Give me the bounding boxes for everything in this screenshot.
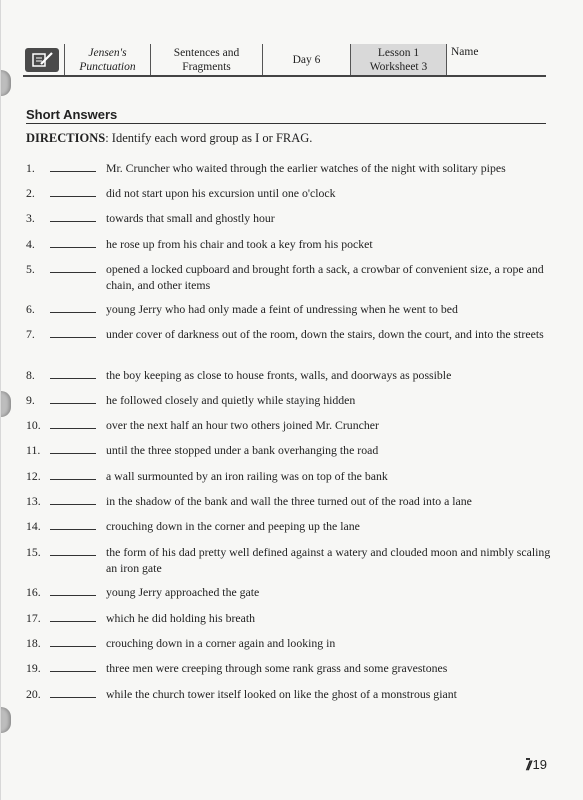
question-number: 17.: [26, 611, 41, 625]
question-number: 4.: [26, 237, 35, 251]
question-item: [26, 544, 551, 576]
topic-line-1: Sentences and: [173, 46, 240, 59]
answer-blank[interactable]: [50, 610, 96, 622]
header-brand: [65, 44, 151, 75]
answer-blank[interactable]: [50, 660, 96, 672]
question-item: [26, 185, 551, 201]
question-number: 19.: [26, 661, 41, 675]
answer-blank[interactable]: [50, 635, 96, 647]
question-number: 6.: [26, 302, 35, 316]
question-text: which he did holding his breath: [106, 611, 256, 625]
question-item: [26, 367, 551, 383]
question-number: 8.: [26, 368, 35, 382]
question-text: did not start upon his excursion until one o'clock: [106, 186, 336, 200]
question-item: [26, 326, 551, 342]
header-lesson: [351, 44, 447, 75]
answer-blank[interactable]: [50, 210, 96, 222]
question-item: [26, 610, 551, 626]
question-text: over the next half an hour two others joined Mr. Cruncher: [106, 418, 379, 432]
name-field[interactable]: [447, 44, 546, 75]
question-text: while the church tower itself looked on like the ghost of a monstrous giant: [106, 687, 457, 701]
lesson-line-2: Worksheet 3: [369, 60, 428, 73]
header-logo-cell: [23, 44, 65, 75]
question-text: opened a locked cupboard and brought forth a sack, a crowbar of convenient size, a rope and chain, and other items: [106, 262, 544, 292]
answer-blank[interactable]: [50, 261, 96, 273]
question-number: 11.: [26, 443, 41, 457]
question-text: Mr. Cruncher who waited through the earlier watches of the night with solitary pipes: [106, 161, 506, 175]
question-number: 1.: [26, 161, 35, 175]
answer-blank[interactable]: [50, 417, 96, 429]
question-number: 15.: [26, 545, 41, 559]
worksheet-header: [23, 44, 546, 77]
question-text: under cover of darkness out of the room, down the stairs, down the court, and into the streets: [106, 327, 544, 341]
directions-text: : Identify each word group as I or FRAG.: [105, 131, 313, 145]
question-number: 18.: [26, 636, 41, 650]
question-text: he followed closely and quietly while staying hidden: [106, 393, 356, 407]
question-item: [26, 468, 551, 484]
question-item: [26, 210, 551, 226]
question-item: [26, 660, 551, 676]
answer-blank[interactable]: [50, 518, 96, 530]
question-text: a wall surmounted by an iron railing was on top of the bank: [106, 469, 388, 483]
header-topic: [151, 44, 263, 75]
answer-blank[interactable]: [50, 686, 96, 698]
answer-blank[interactable]: [50, 160, 96, 172]
page-number: 19: [532, 757, 547, 772]
section-title: Short Answers: [26, 107, 546, 124]
question-item: [26, 584, 551, 600]
question-number: 12.: [26, 469, 41, 483]
question-item: [26, 392, 551, 408]
question-item: [26, 686, 551, 702]
lesson-line-1: Lesson 1: [377, 46, 420, 59]
name-label: Name: [451, 46, 479, 58]
footer-mark-icon: //: [526, 757, 530, 773]
question-number: 20.: [26, 687, 41, 701]
question-text: the boy keeping as close to house fronts, walls, and doorways as possible: [106, 368, 452, 382]
question-number: 16.: [26, 585, 41, 599]
directions: [26, 131, 312, 146]
question-item: [26, 261, 551, 293]
question-number: 5.: [26, 262, 35, 276]
answer-blank[interactable]: [50, 442, 96, 454]
question-number: 13.: [26, 494, 41, 508]
header-day: Day 6: [263, 44, 351, 75]
question-number: 10.: [26, 418, 41, 432]
answer-blank[interactable]: [50, 301, 96, 313]
question-item: [26, 493, 551, 509]
answer-blank[interactable]: [50, 544, 96, 556]
question-item: [26, 236, 551, 252]
answer-blank[interactable]: [50, 236, 96, 248]
question-text: until the three stopped under a bank overhanging the road: [106, 443, 379, 457]
question-text: crouching down in a corner again and looking in: [106, 636, 336, 650]
answer-blank[interactable]: [50, 326, 96, 338]
question-text: the form of his dad pretty well defined against a watery and clouded moon and nimbly scaling an iron gate: [106, 545, 551, 575]
question-number: 7.: [26, 327, 35, 341]
question-text: towards that small and ghostly hour: [106, 211, 275, 225]
binder-hole: [1, 70, 11, 96]
question-item: [26, 635, 551, 651]
answer-blank[interactable]: [50, 367, 96, 379]
answer-blank[interactable]: [50, 185, 96, 197]
question-text: in the shadow of the bank and wall the three turned out of the road into a lane: [106, 494, 472, 508]
question-text: he rose up from his chair and took a key from his pocket: [106, 237, 373, 251]
question-item: [26, 417, 551, 433]
question-item: [26, 442, 551, 458]
binder-hole: [1, 707, 11, 733]
answer-blank[interactable]: [50, 468, 96, 480]
answer-blank[interactable]: [50, 493, 96, 505]
question-text: young Jerry approached the gate: [106, 585, 260, 599]
pencil-paper-icon: [25, 48, 59, 72]
question-item: [26, 518, 551, 534]
question-text: three men were creeping through some rank grass and some gravestones: [106, 661, 448, 675]
question-number: 9.: [26, 393, 35, 407]
topic-line-2: Fragments: [182, 60, 231, 73]
answer-blank[interactable]: [50, 392, 96, 404]
question-text: crouching down in the corner and peeping up the lane: [106, 519, 360, 533]
question-number: 2.: [26, 186, 35, 200]
directions-label: DIRECTIONS: [26, 131, 106, 145]
question-item: [26, 160, 551, 176]
binder-hole: [1, 391, 11, 417]
question-number: 14.: [26, 519, 41, 533]
answer-blank[interactable]: [50, 584, 96, 596]
question-item: [26, 301, 551, 317]
page-footer: [526, 757, 547, 772]
question-text: young Jerry who had only made a feint of undressing when he went to bed: [106, 302, 458, 316]
question-number: 3.: [26, 211, 35, 225]
brand-line-2: Punctuation: [79, 60, 136, 73]
brand-line-1: Jensen's: [88, 46, 127, 59]
